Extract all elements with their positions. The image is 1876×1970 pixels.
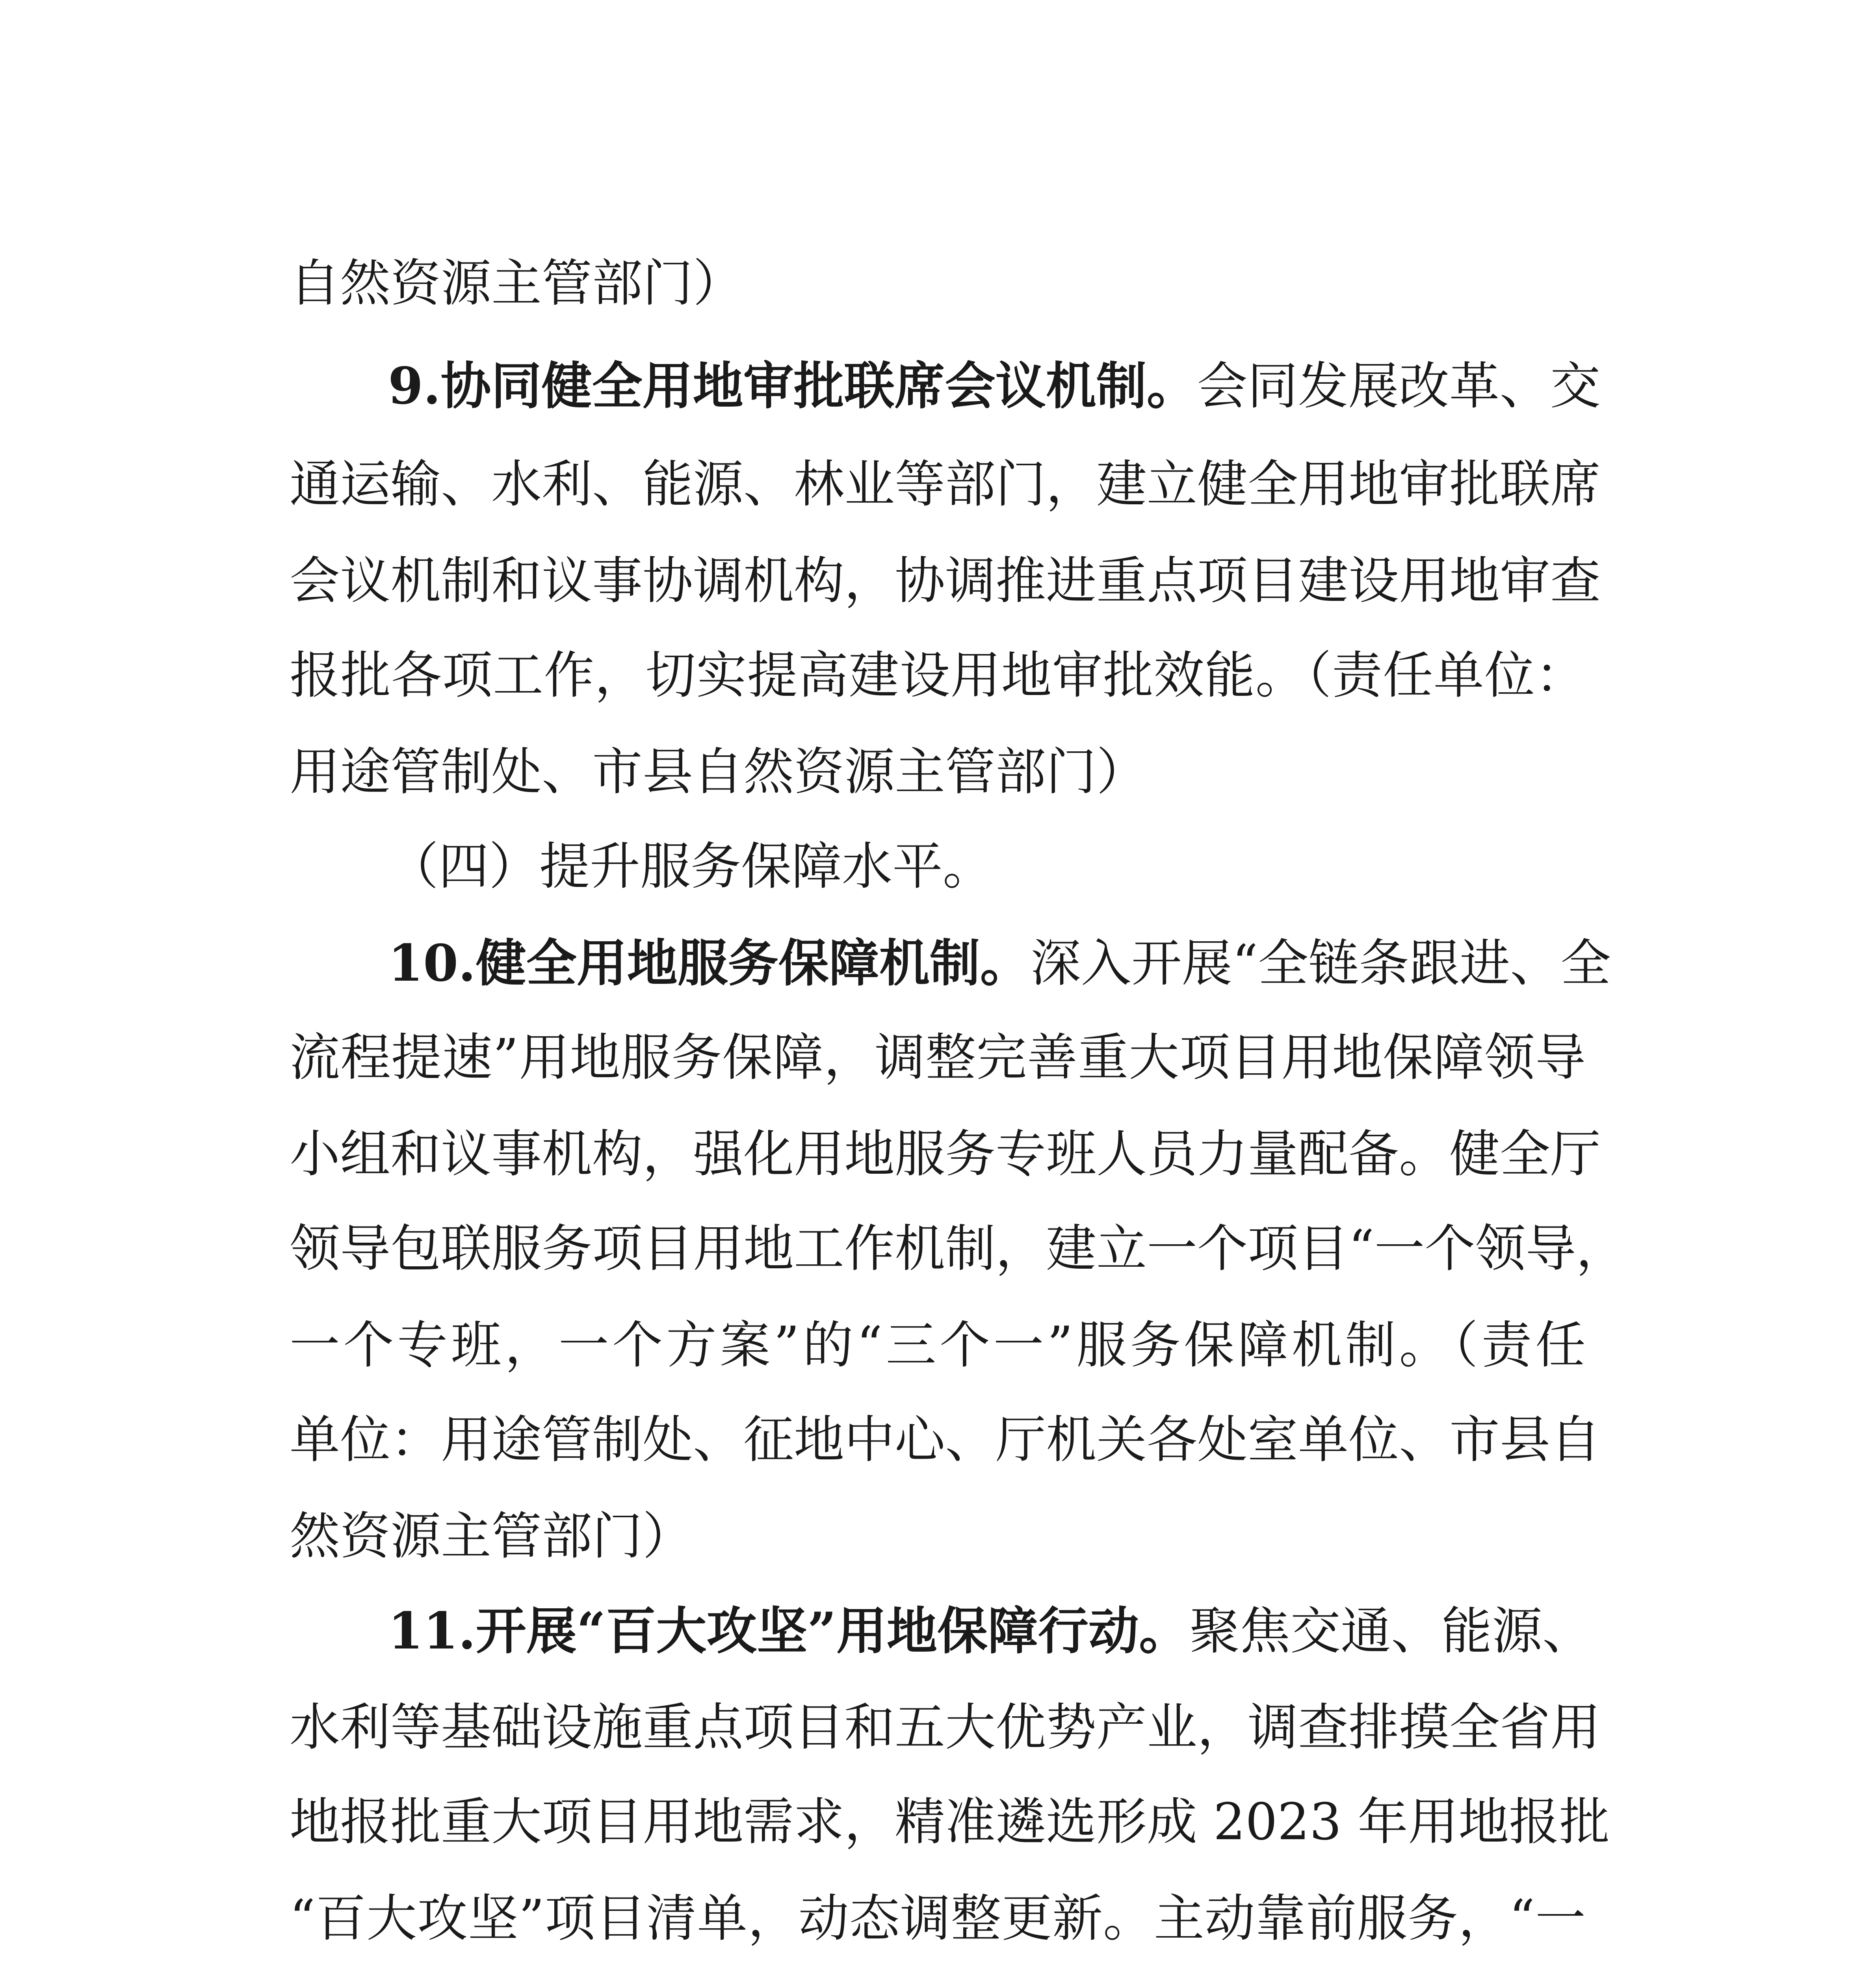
text-line: 水利等基础设施重点项目和五大优势产业，调查排摸全省用	[290, 1698, 1601, 1757]
item-9-text: 会同发展改革、交	[1197, 357, 1601, 416]
text-line: 小组和议事机构，强化用地服务专班人员力量配备。健全厅	[290, 1125, 1601, 1184]
text-line: 会议机制和议事协调机构，协调推进重点项目建设用地审查	[290, 552, 1601, 610]
item-11-text: 聚焦交通、能源、	[1189, 1602, 1593, 1661]
item-11-first-line	[388, 1586, 1593, 1676]
text-line: 通运输、水利、能源、林业等部门，建立健全用地审批联席	[290, 455, 1601, 514]
text-line: 领导包联服务项目用地工作机制，建立一个项目“一个领导，	[290, 1219, 1627, 1278]
text-line: 一个专班，一个方案”的“三个一”服务保障机制。（责任	[290, 1316, 1586, 1375]
text-line: “百大攻坚”项目清单，动态调整更新。主动靠前服务，“一	[290, 1889, 1586, 1948]
item-10-heading: 10.健全用地服务保障机制。	[388, 934, 1031, 993]
item-11-heading: 11.开展“百大攻坚”用地保障行动。	[388, 1602, 1189, 1661]
item-9-heading: 9.协同健全用地审批联席会议机制。	[388, 357, 1197, 416]
text-line: 用途管制处、市县自然资源主管部门）	[290, 743, 1147, 801]
text-line: 自然资源主管部门）	[290, 254, 744, 313]
text-line: 单位：用途管制处、征地中心、厅机关各处室单位、市县自	[290, 1411, 1601, 1469]
text-line: 报批各项工作，切实提高建设用地审批效能。（责任单位：	[290, 646, 1586, 705]
item-10-text: 深入开展“全链条跟进、全	[1030, 934, 1611, 993]
text-line: 流程提速”用地服务保障，调整完善重大项目用地保障领导	[290, 1028, 1586, 1087]
text-line	[290, 1968, 1586, 1970]
text-line: 地报批重大项目用地需求，精准遴选形成 2023 年用地报批	[290, 1793, 1610, 1851]
section-heading-4: （四）提升服务保障水平。	[388, 837, 994, 896]
item-10-first-line	[388, 918, 1611, 1009]
text-line: 然资源主管部门）	[290, 1507, 693, 1566]
item-9-first-line	[388, 341, 1601, 431]
